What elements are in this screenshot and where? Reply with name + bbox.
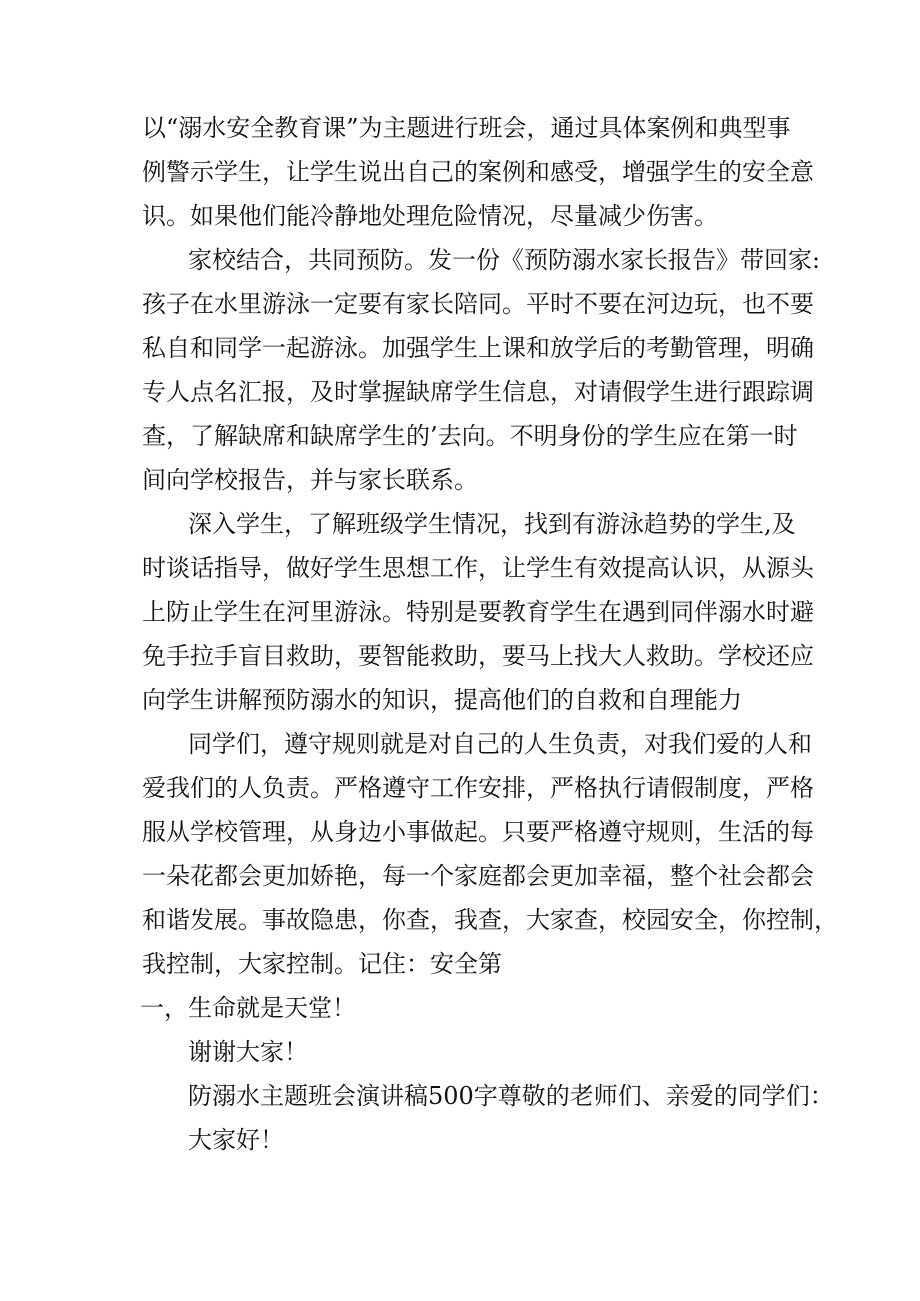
text-line: 服从学校管理，从身边小事做起。只要严格遵守规则，生活的每 <box>142 818 814 846</box>
text-line: 例警示学生，让学生说出自己的案例和感受，增强学生的安全意 <box>142 158 814 186</box>
text-line: 和谐发展。事故隐患，你查，我查，大家查，校园安全，你控制， <box>142 906 838 934</box>
text-line: 向学生讲解预防溺水的知识，提高他们的自救和自理能力 <box>142 686 742 714</box>
text-line: 我控制，大家控制。记住：安全第 <box>142 950 502 978</box>
closing-line: 谢谢大家！ <box>188 1038 308 1066</box>
text-line: 孩子在水里游泳一定要有家长陪同。平时不要在河边玩，也不要 <box>142 290 814 318</box>
text-line: 免手拉手盲目救助，要智能救助，要马上找大人救助。学校还应 <box>142 642 814 670</box>
greeting-line: 大家好！ <box>188 1126 284 1154</box>
text-line: 以“溺水安全教育课”为主题进行班会，通过具体案例和典型事 <box>142 114 791 142</box>
text-line: 一，生命就是天堂！ <box>140 994 356 1022</box>
text-line: 上防止学生在河里游泳。特别是要教育学生在遇到同伴溺水时避 <box>142 598 814 626</box>
text-line: 爱我们的人负责。严格遵守工作安排，严格执行请假制度，严格 <box>142 774 814 802</box>
text-line: 私自和同学一起游泳。加强学生上课和放学后的考勤管理，明确 <box>142 334 814 362</box>
paragraph-first-line: 深入学生，了解班级学生情况，找到有游泳趋势的学生,及 <box>188 510 796 538</box>
paragraph-first-line: 家校结合，共同预防。发一份《预防溺水家长报告》带回家: <box>188 246 821 274</box>
text-line: 识。如果他们能冷静地处理危险情况，尽量减少伤害。 <box>142 202 718 230</box>
text-line: 时谈话指导，做好学生思想工作，让学生有效提高认识，从源头 <box>142 554 814 582</box>
text-line: 间向学校报告，并与家长联系。 <box>142 466 478 494</box>
text-line: 专人点名汇报，及时掌握缺席学生信息，对请假学生进行跟踪调 <box>142 378 814 406</box>
heading-line: 防溺水主题班会演讲稿500字尊敬的老师们、亲爱的同学们： <box>188 1082 834 1110</box>
text-line: 一朵花都会更加娇艳，每一个家庭都会更加幸福，整个社会都会 <box>142 862 814 890</box>
paragraph-first-line: 同学们，遵守规则就是对自己的人生负责，对我们爱的人和 <box>188 730 812 758</box>
text-line: 查，了解缺席和缺席学生的’去向。不明身份的学生应在第一时 <box>142 422 798 450</box>
